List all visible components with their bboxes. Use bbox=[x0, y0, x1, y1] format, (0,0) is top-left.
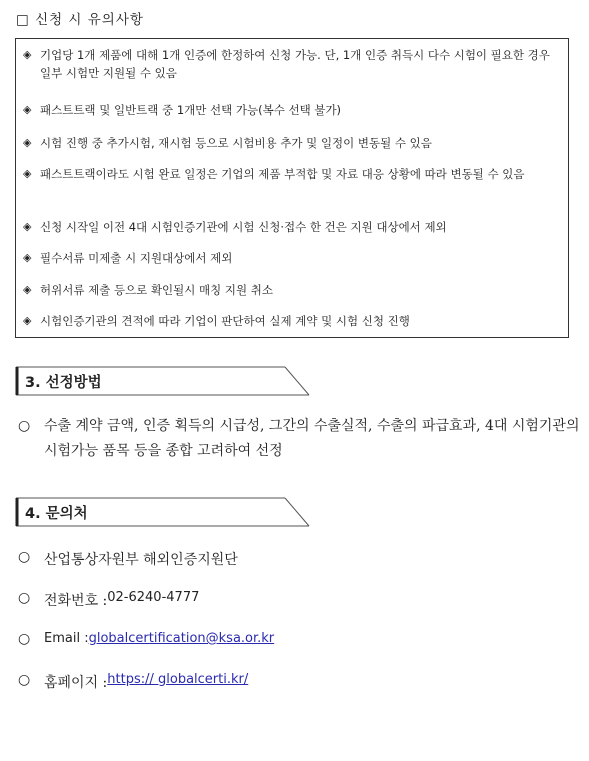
phone-number: 02-6240-4777 bbox=[107, 590, 200, 605]
diamond-bullet-icon: ◈ bbox=[23, 48, 32, 61]
phone-label: 전화번호 : bbox=[44, 593, 108, 609]
notice-item-text: 기업당 1개 제품에 대해 1개 인증에 한정하여 신청 가능. 단, 1개 인증 취득시 다수 시험이 필요한 경우 일부 시험만 지원될 수 있음 bbox=[40, 48, 550, 80]
circle-bullet-icon: ○ bbox=[18, 418, 31, 434]
diamond-bullet-icon: ◈ bbox=[23, 136, 32, 149]
notice-item bbox=[23, 165, 563, 183]
diamond-bullet-icon: ◈ bbox=[23, 220, 32, 233]
circle-bullet-icon: ○ bbox=[18, 672, 31, 688]
section-3-header bbox=[15, 365, 310, 397]
notice-item bbox=[23, 281, 563, 299]
diamond-bullet-icon: ◈ bbox=[23, 283, 32, 296]
notice-item bbox=[23, 134, 563, 152]
selection-method-paragraph bbox=[18, 414, 580, 464]
diamond-bullet-icon: ◈ bbox=[23, 314, 32, 327]
circle-bullet-icon: ○ bbox=[18, 549, 31, 565]
contact-org bbox=[18, 549, 238, 569]
contact-phone bbox=[18, 590, 199, 610]
email-link[interactable]: globalcertification@ksa.or.kr bbox=[88, 631, 275, 646]
circle-bullet-icon: ○ bbox=[18, 590, 31, 606]
section-3-title: 3. 선정방법 bbox=[25, 375, 102, 391]
notice-item bbox=[23, 46, 563, 82]
homepage-link[interactable]: https:// globalcerti.kr/ bbox=[107, 672, 249, 687]
notice-item-text: 시험 진행 중 추가시험, 재시험 등으로 시험비용 추가 및 일정이 변동될 수 있음 bbox=[40, 136, 432, 150]
notice-item-text: 패스트트랙 및 일반트랙 중 1개만 선택 가능(복수 선택 불가) bbox=[40, 103, 342, 117]
contact-homepage bbox=[18, 672, 248, 692]
notice-item-text: 허위서류 제출 등으로 확인될시 매칭 지원 취소 bbox=[40, 283, 274, 297]
notice-item bbox=[23, 101, 563, 119]
notice-item-text: 패스트트랙이라도 시험 완료 일정은 기업의 제품 부적합 및 자료 대응 상황에 따라 변동될 수 있음 bbox=[40, 167, 525, 181]
notice-box bbox=[15, 38, 569, 338]
notice-title bbox=[16, 8, 144, 28]
contact-email bbox=[18, 631, 274, 647]
diamond-bullet-icon: ◈ bbox=[23, 103, 32, 116]
diamond-bullet-icon: ◈ bbox=[23, 251, 32, 264]
email-label: Email : bbox=[44, 631, 89, 646]
diamond-bullet-icon: ◈ bbox=[23, 167, 32, 180]
notice-item bbox=[23, 218, 563, 236]
notice-marker: □ bbox=[16, 12, 30, 28]
homepage-label: 홈페이지 : bbox=[44, 675, 108, 691]
contact-org-text: 산업통상자원부 해외인증지원단 bbox=[44, 552, 238, 568]
notice-title-text: 신청 시 유의사항 bbox=[35, 12, 144, 28]
section-4-header bbox=[15, 496, 310, 528]
selection-method-text: 수출 계약 금액, 인증 획득의 시급성, 그간의 수출실적, 수출의 파급효과, 4대 시험기관의 시험가능 품목 등을 종합 고려하여 선정 bbox=[44, 418, 580, 459]
notice-item bbox=[23, 249, 563, 267]
notice-item bbox=[23, 312, 563, 330]
notice-item-text: 필수서류 미제출 시 지원대상에서 제외 bbox=[40, 251, 233, 265]
section-4-title: 4. 문의처 bbox=[25, 506, 88, 522]
notice-item-text: 신청 시작일 이전 4대 시험인증기관에 시험 신청·접수 한 건은 지원 대상에서 제외 bbox=[40, 220, 447, 234]
circle-bullet-icon: ○ bbox=[18, 631, 31, 647]
notice-item-text: 시험인증기관의 견적에 따라 기업이 판단하여 실제 계약 및 시험 신청 진행 bbox=[40, 314, 410, 328]
